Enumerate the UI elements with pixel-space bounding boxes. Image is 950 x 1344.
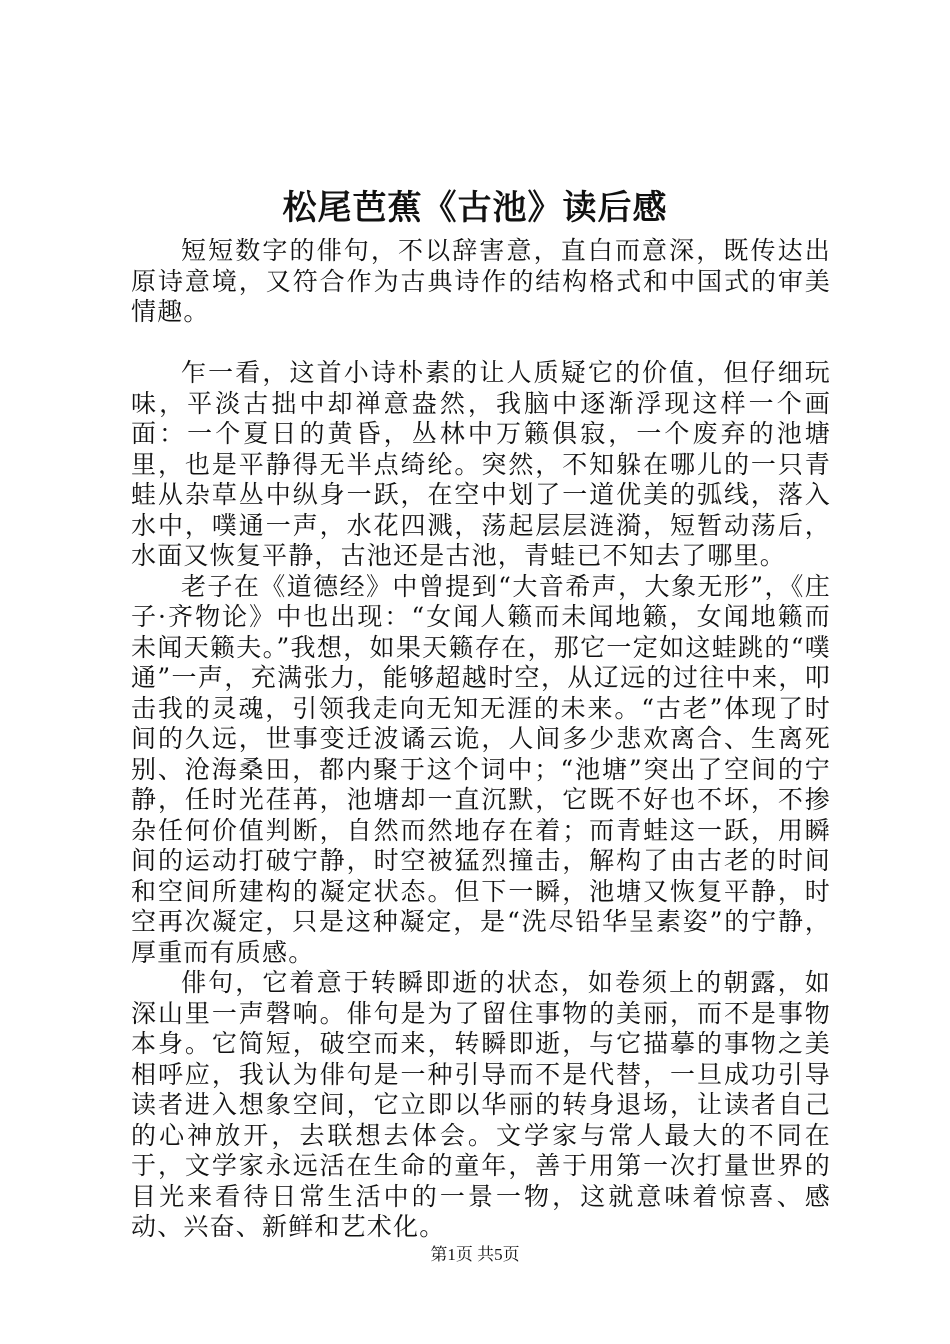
paragraph-laozi-zhuangzi: 老子在《道德经》中曾提到“大音希声，大象无形”，《庄子·齐物论》中也出现：“女闻人籁而未闻地籁，女闻地籁而未闻天籁夫。”我想，如果天籁存在，那它一定如这蛙跳的“噗通”一声，充满张力，能够超越时空，从辽远的过往中来，叩击我的灵魂，引领我走向无知无涯的未来。“古老”体现了时间的久远，世事变迁波谲云诡，人间多少悲欢离合、生离死别、沧海桑田，都内聚于这个词中；“池塘”突出了空间的宁静，任时光荏苒，池塘却一直沉默，它既不好也不坏，不掺杂任何价值判断，自然而然地存在着；而青蛙这一跃，用瞬间的运动打破宁静，时空被猛烈撞击，解构了由古老的时间和空间所建构的凝定状态。但下一瞬，池塘又恢复平静，时空再次凝定，只是这种凝定，是“洗尽铅华呈素姿”的宁静，厚重而有质感。: [131, 571, 831, 967]
paragraph-intro: 短短数字的俳句，不以辞害意，直白而意深，既传达出原诗意境，又符合作为古典诗作的结构格式和中国式的审美情趣。: [131, 236, 831, 326]
document-title: 松尾芭蕉《古池》读后感: [282, 188, 668, 228]
page-number-footer: 第1页 共5页: [430, 1245, 520, 1264]
document-body: [131, 236, 831, 1243]
paragraph-first-impression: 乍一看，这首小诗朴素的让人质疑它的价值，但仔细玩味，平淡古拙中却禅意盎然，我脑中逐渐浮现这样一个画面：一个夏日的黄昏，丛林中万籁俱寂，一个废弃的池塘里，也是平静得无半点绮纶。突然，不知躲在哪儿的一只青蛙从杂草丛中纵身一跃，在空中划了一道优美的弧线，落入水中，噗通一声，水花四溅，荡起层层涟漪，短暂动荡后，水面又恢复平静，古池还是古池，青蛙已不知去了哪里。: [131, 358, 831, 570]
paragraph-haiku-essence: 俳句，它着意于转瞬即逝的状态，如卷须上的朝露，如深山里一声磬响。俳句是为了留住事物的美丽，而不是事物本身。它简短，破空而来，转瞬即逝，与它描摹的事物之美相呼应，我认为俳句是一种引导而不是代替，一旦成功引导读者进入想象空间，它立即以华丽的转身退场，让读者自己的心神放开，去联想去体会。文学家与常人最大的不同在于，文学家永远活在生命的童年，善于用第一次打量世界的目光来看待日常生活中的一景一物，这就意味着惊喜、感动、兴奋、新鲜和艺术化。: [131, 968, 831, 1241]
